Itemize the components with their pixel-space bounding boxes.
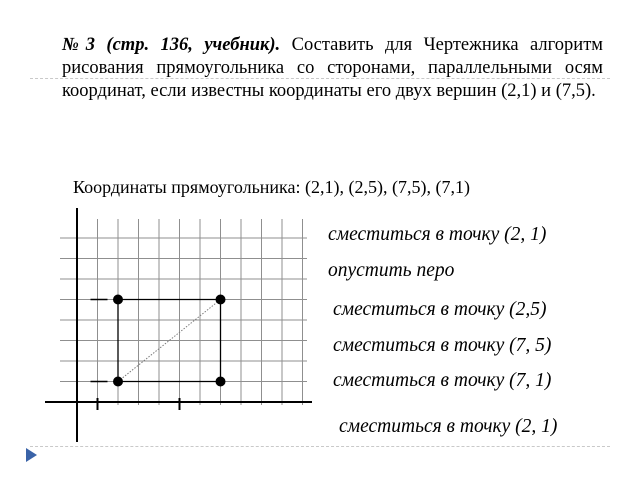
- vertex-point: [113, 295, 123, 305]
- algorithm-step-4: сместиться в точку (7, 5): [333, 335, 552, 356]
- vertex-point: [216, 377, 226, 387]
- vertex-point: [113, 377, 123, 387]
- task-body: Составить для Чертежника алгоритм рисования прямоугольника со сторонами, параллельными осям координат, если известны координаты его двух вершин (2,1) и (7,5).: [62, 35, 603, 101]
- slide-bullet-arrow-icon: [26, 448, 37, 462]
- algorithm-step-6: сместиться в точку (2, 1): [339, 416, 558, 437]
- algorithm-step-3: сместиться в точку (2,5): [333, 299, 547, 320]
- axes: [45, 208, 312, 442]
- vertex-point: [216, 295, 226, 305]
- algorithm-step-2: опустить перо: [328, 260, 455, 281]
- algorithm-step-5: сместиться в точку (7, 1): [333, 370, 552, 391]
- grid-lines: [60, 219, 307, 405]
- algorithm-step-1: сместиться в точку (2, 1): [328, 224, 547, 245]
- rectangle-coordinates: Координаты прямоугольника: (2,1), (2,5), (7,5), (7,1): [73, 177, 470, 197]
- task-title: №3 (стр. 136, учебник).: [62, 35, 281, 55]
